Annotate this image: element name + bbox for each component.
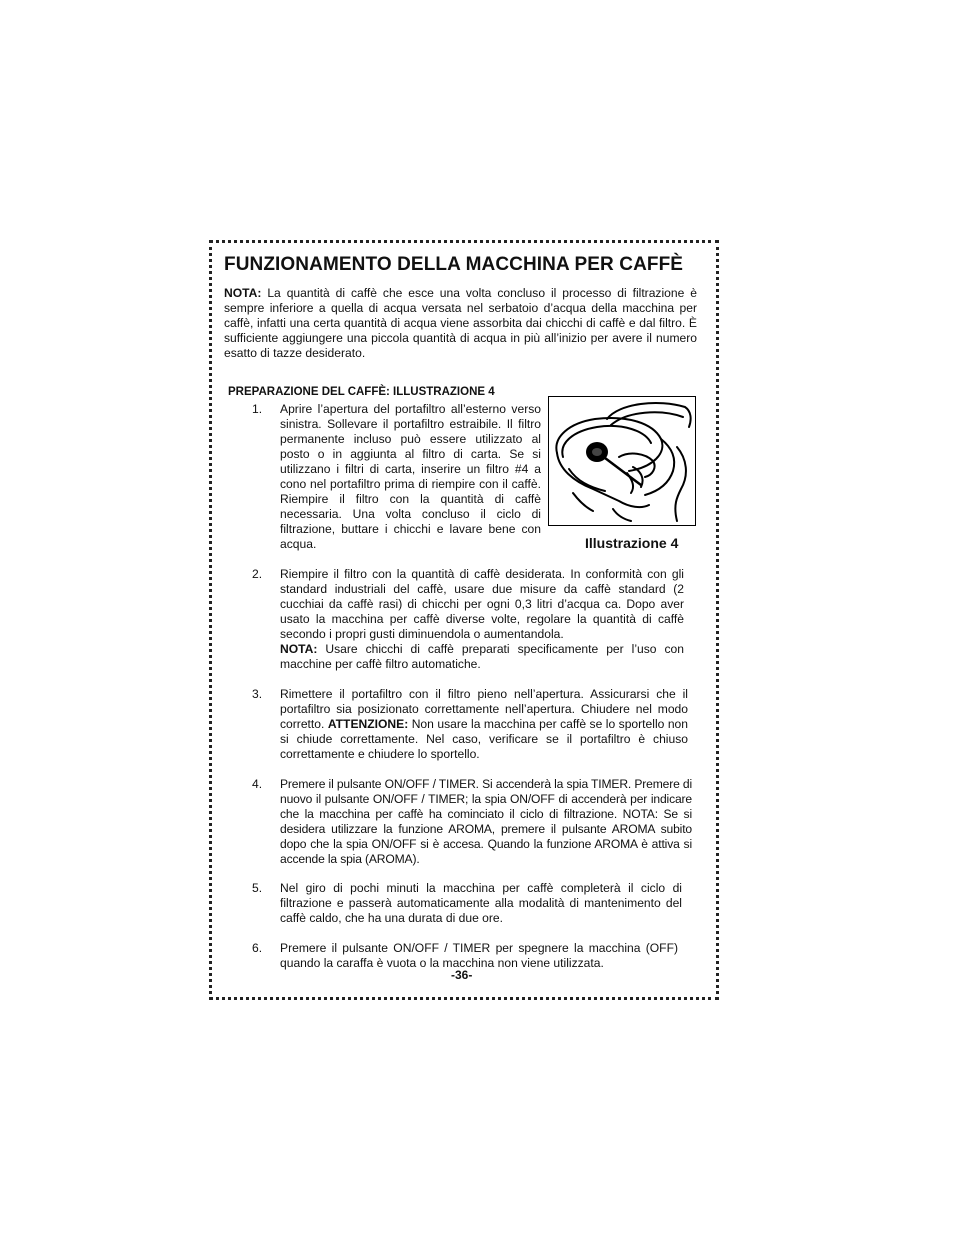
illustration-4 (548, 396, 696, 526)
page-number: -36- (451, 968, 473, 982)
step-text: Premere il pulsante ON/OFF / TIMER per spegnere la macchina (OFF) quando la caraffa è vuota o la macchina non viene utilizzata. (280, 941, 678, 970)
step-text: Rimettere il portafiltro con il filtro pieno nell’apertura. Assicurarsi che il portafiltro sia posizionato correttamente nell’apertura. Chiudere nel modo corretto. (280, 687, 688, 731)
step-item (280, 567, 684, 672)
step-text: Aprire l’apertura del portafiltro all’esterno verso sinistra. Sollevare il portafiltro estraibile. Il filtro permanente incluso può essere utilizzato al posto o in aggiunta al filtro di carta. Se si utilizzano i filtri di carta, inserire un filtro #4 a cono nel portafiltro prima di riempire con il caffè. Riempire il filtro con la quantità di caffè necessaria. Una volta concluso il ciclo di filtrazione, buttare i chicchi e lavare bene con acqua. (280, 402, 541, 551)
filter-holder-illustration (549, 397, 694, 524)
step-number: 2. (252, 567, 263, 581)
step-text: Riempire il filtro con la quantità di caffè desiderata. In conformità con gli standard industriali del caffè, usare due misure da caffè standard (2 cucchiai da caffè rasi) di chicchi per ogni 0,3 litri d’acqua ca. Dopo aver usato la macchina per caffè diverse volte, regolare la quantità di caffè secondo i propri gusti diminuendola o aumentandola. (280, 567, 684, 641)
step-text: Nel giro di pochi minuti la macchina per caffè completerà il ciclo di filtrazione e passerà automaticamente alla modalità di mantenimento del caffè caldo, che ha una durata di due ore. (280, 881, 682, 925)
step-number: 4. (252, 777, 263, 791)
step-text: Premere il pulsante ON/OFF / TIMER. Si accenderà la spia TIMER. Premere di nuovo il pulsante ON/OFF / TIMER; la spia ON/OFF di accenderà per indicare che la macchina per caffè ha cominciato il ciclo di filtrazione. NOTA: Se si desidera utilizzare la funzione AROMA, premere il pulsante AROMA subito dopo che la spia ON/OFF si è accesa. Quando la funzione AROMA è attiva si accende la spia (AROMA). (280, 777, 692, 866)
step-warning-label: ATTENZIONE: (327, 717, 409, 731)
step-number: 1. (252, 402, 263, 416)
page-title: FUNZIONAMENTO DELLA MACCHINA PER CAFFÈ (224, 254, 684, 275)
intro-note (224, 286, 697, 361)
note-label: NOTA: (224, 286, 262, 300)
step-number: 6. (252, 941, 263, 955)
step-number: 5. (252, 881, 263, 895)
step-warning-text: Non usare la macchina per caffè se lo sportello non si chiude correttamente. Nel caso, verificare se il portafiltro è chiuso correttamente e chiudere lo sportello. (280, 717, 688, 761)
step-item (280, 687, 688, 762)
step-note-label: NOTA: (280, 642, 318, 656)
step-note-text: Usare chicchi di caffè preparati specificamente per l’uso con macchine per caffè filtro automatiche. (280, 642, 684, 671)
note-text: La quantità di caffè che esce una volta concluso il processo di filtrazione è sempre inferiore a quella di acqua versata nel serbatoio d’acqua della macchina per caffè, infatti una certa quantità di acqua viene assorbita dai chicchi di caffè e dal filtro. È sufficiente aggiungere una piccola quantità di acqua in più all’inizio per avere il numero esatto di tazze desiderato. (224, 286, 697, 360)
section-heading: PREPARAZIONE DEL CAFFÈ: ILLUSTRAZIONE 4 (228, 386, 495, 398)
step-number: 3. (252, 687, 263, 701)
figure-caption: Illustrazione 4 (585, 535, 679, 551)
